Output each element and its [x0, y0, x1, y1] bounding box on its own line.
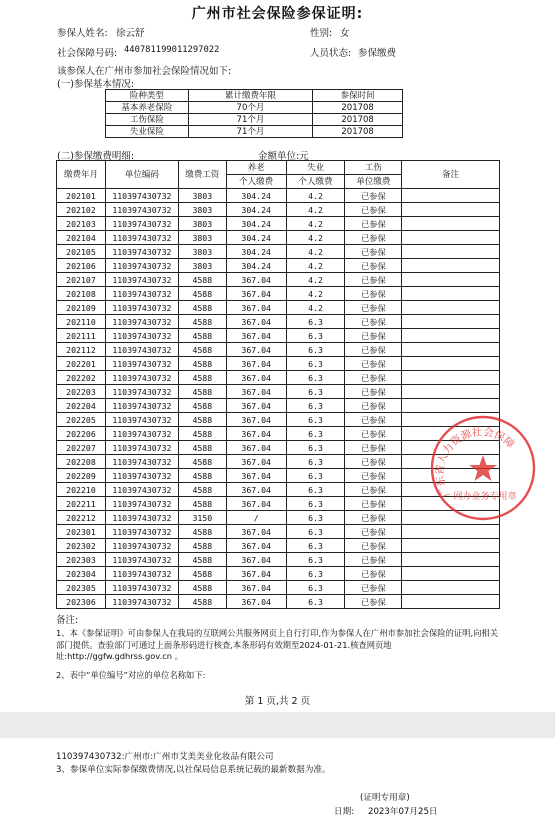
month-cell: 202110: [57, 315, 106, 329]
basic-cell: 201708: [313, 114, 403, 126]
month-cell: 202306: [57, 595, 106, 609]
wage-cell: 4588: [178, 371, 226, 385]
date-value: 2023年07月25日: [368, 807, 438, 817]
injury-status-cell: 已参保: [345, 553, 402, 567]
status-value: 参保缴费: [358, 48, 397, 59]
col-injury-header: 工伤: [345, 161, 402, 175]
unit-code-cell: 110397430732: [105, 245, 178, 259]
unemployment-personal-cell: 6.3: [286, 553, 345, 567]
pension-personal-cell: 304.24: [226, 259, 286, 273]
unemployment-personal-cell: 6.3: [286, 343, 345, 357]
month-cell: 202109: [57, 301, 106, 315]
unemployment-personal-cell: 4.2: [286, 231, 345, 245]
table-row: [57, 483, 500, 497]
pension-personal-cell: 367.04: [226, 539, 286, 553]
table-row: [57, 287, 500, 301]
basic-cell: 基本养老保险: [106, 102, 189, 114]
unit-code-cell: 110397430732: [105, 455, 178, 469]
unemployment-personal-cell: 6.3: [286, 525, 345, 539]
remark-cell: [402, 567, 500, 581]
seal-bottom-text: 网办业务专用章: [453, 492, 517, 502]
remark-cell: [402, 511, 500, 525]
basic-table-row: [106, 114, 403, 126]
pension-personal-cell: 367.04: [226, 483, 286, 497]
injury-status-cell: 已参保: [345, 441, 402, 455]
injury-status-cell: 已参保: [345, 511, 402, 525]
certification-seal-label: (证明专用章): [360, 793, 410, 803]
unit-mapping-line: 110397430732:广州市:广州市艾美美业化妆品有限公司: [56, 752, 274, 762]
pension-personal-cell: 367.04: [226, 315, 286, 329]
table-row: [57, 511, 500, 525]
table-row: [57, 371, 500, 385]
month-cell: 202203: [57, 385, 106, 399]
unit-code-cell: 110397430732: [105, 427, 178, 441]
pension-personal-subheader: 个人缴费: [226, 175, 286, 189]
remark-cell: [402, 455, 500, 469]
injury-status-cell: 已参保: [345, 301, 402, 315]
unemployment-personal-cell: 6.3: [286, 567, 345, 581]
pension-personal-cell: 367.04: [226, 595, 286, 609]
remark-cell: [402, 385, 500, 399]
note-3: 3、参保单位实际参保缴费情况,以社保局信息系统记载的最新数据为准。: [56, 765, 331, 775]
month-cell: 202112: [57, 343, 106, 357]
pension-personal-cell: 304.24: [226, 245, 286, 259]
remark-cell: [402, 301, 500, 315]
gender-value: 女: [340, 28, 350, 39]
unemployment-personal-subheader: 个人缴费: [286, 175, 345, 189]
month-cell: 202105: [57, 245, 106, 259]
month-cell: 202301: [57, 525, 106, 539]
pension-personal-cell: 367.04: [226, 273, 286, 287]
basic-cell: 71个月: [188, 114, 313, 126]
unit-code-cell: 110397430732: [105, 315, 178, 329]
table-row: [57, 231, 500, 245]
pension-personal-cell: /: [226, 511, 286, 525]
wage-cell: 4588: [178, 273, 226, 287]
gender-label: 性别:: [310, 28, 333, 39]
unemployment-personal-cell: 6.3: [286, 441, 345, 455]
table-row: [57, 203, 500, 217]
pension-personal-cell: 367.04: [226, 287, 286, 301]
unit-code-cell: 110397430732: [105, 525, 178, 539]
injury-status-cell: 已参保: [345, 329, 402, 343]
unit-code-cell: 110397430732: [105, 511, 178, 525]
unemployment-personal-cell: 6.3: [286, 329, 345, 343]
col-unemployment-header: 失业: [286, 161, 345, 175]
injury-status-cell: 已参保: [345, 497, 402, 511]
intro-text: 该参保人在广州市参加社会保险情况如下:: [57, 66, 232, 77]
unit-code-cell: 110397430732: [105, 301, 178, 315]
table-row: [57, 245, 500, 259]
remark-cell: [402, 343, 500, 357]
month-cell: 202204: [57, 399, 106, 413]
wage-cell: 4588: [178, 469, 226, 483]
table-row: [57, 301, 500, 315]
remark-cell: [402, 245, 500, 259]
remark-cell: [402, 539, 500, 553]
basic-header-cell: 险种类型: [106, 90, 189, 102]
remark-cell: [402, 259, 500, 273]
basic-cell: 201708: [313, 126, 403, 138]
remark-cell: [402, 469, 500, 483]
pension-personal-cell: 367.04: [226, 343, 286, 357]
unit-code-cell: 110397430732: [105, 553, 178, 567]
basic-cell: 工伤保险: [106, 114, 189, 126]
injury-status-cell: 已参保: [345, 413, 402, 427]
pension-personal-cell: 367.04: [226, 469, 286, 483]
month-cell: 202305: [57, 581, 106, 595]
pension-personal-cell: 367.04: [226, 553, 286, 567]
wage-cell: 4588: [178, 455, 226, 469]
remark-cell: [402, 413, 500, 427]
unemployment-personal-cell: 4.2: [286, 273, 345, 287]
wage-cell: 3150: [178, 511, 226, 525]
basic-table-header-row: [106, 90, 403, 102]
unemployment-personal-cell: 6.3: [286, 399, 345, 413]
pension-personal-cell: 367.04: [226, 357, 286, 371]
wage-cell: 4588: [178, 539, 226, 553]
wage-cell: 3803: [178, 203, 226, 217]
pension-personal-cell: 367.04: [226, 581, 286, 595]
wage-cell: 3803: [178, 231, 226, 245]
unit-code-cell: 110397430732: [105, 357, 178, 371]
remark-cell: [402, 441, 500, 455]
wage-cell: 4588: [178, 497, 226, 511]
pension-personal-cell: 367.04: [226, 385, 286, 399]
table-row: [57, 539, 500, 553]
injury-status-cell: 已参保: [345, 231, 402, 245]
wage-cell: 4588: [178, 287, 226, 301]
unemployment-personal-cell: 6.3: [286, 315, 345, 329]
month-cell: 202205: [57, 413, 106, 427]
month-cell: 202107: [57, 273, 106, 287]
remark-cell: [402, 287, 500, 301]
unit-code-cell: 110397430732: [105, 371, 178, 385]
unit-code-cell: 110397430732: [105, 189, 178, 203]
remark-cell: [402, 189, 500, 203]
unemployment-personal-cell: 4.2: [286, 189, 345, 203]
injury-status-cell: 已参保: [345, 581, 402, 595]
basic-header-cell: 累计缴费年限: [188, 90, 313, 102]
unemployment-personal-cell: 4.2: [286, 287, 345, 301]
month-cell: 202303: [57, 553, 106, 567]
col-wage-header: 缴费工资: [178, 161, 226, 189]
remark-cell: [402, 595, 500, 609]
wage-cell: 4588: [178, 357, 226, 371]
remark-cell: [402, 427, 500, 441]
remark-cell: [402, 399, 500, 413]
remark-cell: [402, 497, 500, 511]
month-cell: 202212: [57, 511, 106, 525]
basic-table-row: [106, 102, 403, 114]
pension-personal-cell: 367.04: [226, 329, 286, 343]
page-separator: [0, 712, 555, 738]
pension-personal-cell: 367.04: [226, 525, 286, 539]
month-cell: 202304: [57, 567, 106, 581]
table-row: [57, 357, 500, 371]
injury-status-cell: 已参保: [345, 189, 402, 203]
table-row: [57, 427, 500, 441]
section-basic-heading: (一)参保基本情况:: [57, 79, 135, 90]
month-cell: 202211: [57, 497, 106, 511]
remarks-label: 备注:: [56, 615, 79, 626]
injury-status-cell: 已参保: [345, 455, 402, 469]
injury-status-cell: 已参保: [345, 539, 402, 553]
table-row: [57, 525, 500, 539]
wage-cell: 4588: [178, 413, 226, 427]
page-number: 第 1 页,共 2 页: [244, 696, 311, 707]
table-row: [57, 259, 500, 273]
remark-cell: [402, 273, 500, 287]
pension-personal-cell: 304.24: [226, 231, 286, 245]
injury-status-cell: 已参保: [345, 217, 402, 231]
pension-personal-cell: 367.04: [226, 441, 286, 455]
unit-code-cell: 110397430732: [105, 595, 178, 609]
pension-personal-cell: 304.24: [226, 217, 286, 231]
remark-cell: [402, 581, 500, 595]
unemployment-personal-cell: 6.3: [286, 455, 345, 469]
name-value: 徐云舒: [116, 28, 145, 39]
id-value: 440781199011297022: [124, 45, 220, 55]
pension-personal-cell: 367.04: [226, 371, 286, 385]
pension-personal-cell: 367.04: [226, 399, 286, 413]
basic-insurance-table: [105, 89, 403, 138]
col-remark-header: 备注: [402, 161, 500, 189]
pension-personal-cell: 367.04: [226, 497, 286, 511]
table-row: [57, 329, 500, 343]
month-cell: 202111: [57, 329, 106, 343]
table-row: [57, 343, 500, 357]
unit-code-cell: 110397430732: [105, 329, 178, 343]
table-header-row: [57, 161, 500, 175]
table-row: [57, 567, 500, 581]
table-row: [57, 455, 500, 469]
month-cell: 202104: [57, 231, 106, 245]
certificate-page-2: [0, 738, 555, 818]
remark-cell: [402, 483, 500, 497]
unit-code-cell: 110397430732: [105, 273, 178, 287]
remark-cell: [402, 231, 500, 245]
remark-cell: [402, 371, 500, 385]
unemployment-personal-cell: 6.3: [286, 357, 345, 371]
wage-cell: 3803: [178, 217, 226, 231]
unit-code-cell: 110397430732: [105, 385, 178, 399]
injury-status-cell: 已参保: [345, 315, 402, 329]
pension-personal-cell: 367.04: [226, 427, 286, 441]
unemployment-personal-cell: 4.2: [286, 217, 345, 231]
unit-code-cell: 110397430732: [105, 469, 178, 483]
wage-cell: 4588: [178, 525, 226, 539]
table-row: [57, 315, 500, 329]
unemployment-personal-cell: 6.3: [286, 511, 345, 525]
basic-cell: 失业保险: [106, 126, 189, 138]
wage-cell: 3803: [178, 189, 226, 203]
note-2: 2、表中“单位编号”对应的单位名称如下:: [56, 670, 206, 680]
unit-code-cell: 110397430732: [105, 483, 178, 497]
remark-cell: [402, 357, 500, 371]
unemployment-personal-cell: 6.3: [286, 595, 345, 609]
unemployment-personal-cell: 6.3: [286, 413, 345, 427]
remark-cell: [402, 525, 500, 539]
injury-status-cell: 已参保: [345, 595, 402, 609]
unit-code-cell: 110397430732: [105, 203, 178, 217]
remark-cell: [402, 217, 500, 231]
injury-status-cell: 已参保: [345, 399, 402, 413]
month-cell: 202207: [57, 441, 106, 455]
month-cell: 202210: [57, 483, 106, 497]
pension-personal-cell: 367.04: [226, 567, 286, 581]
injury-status-cell: 已参保: [345, 567, 402, 581]
table-row: [57, 385, 500, 399]
remark-cell: [402, 553, 500, 567]
unit-code-cell: 110397430732: [105, 413, 178, 427]
table-row: [57, 399, 500, 413]
unemployment-personal-cell: 6.3: [286, 371, 345, 385]
injury-status-cell: 已参保: [345, 245, 402, 259]
table-row: [57, 497, 500, 511]
unit-code-cell: 110397430732: [105, 217, 178, 231]
table-row: [57, 217, 500, 231]
injury-unit-subheader: 单位缴费: [345, 175, 402, 189]
month-cell: 202106: [57, 259, 106, 273]
name-label: 参保人姓名:: [57, 28, 108, 39]
table-row: [57, 595, 500, 609]
wage-cell: 4588: [178, 581, 226, 595]
unit-code-cell: 110397430732: [105, 287, 178, 301]
table-row: [57, 581, 500, 595]
wage-cell: 4588: [178, 315, 226, 329]
injury-status-cell: 已参保: [345, 203, 402, 217]
injury-status-cell: 已参保: [345, 469, 402, 483]
wage-cell: 3803: [178, 245, 226, 259]
seal-arc-text: 广东省人力资源社会保障: [433, 426, 517, 500]
remark-cell: [402, 315, 500, 329]
table-row: [57, 441, 500, 455]
wage-cell: 4588: [178, 595, 226, 609]
basic-cell: 71个月: [188, 126, 313, 138]
unit-code-cell: 110397430732: [105, 231, 178, 245]
wage-cell: 4588: [178, 399, 226, 413]
injury-status-cell: 已参保: [345, 525, 402, 539]
injury-status-cell: 已参保: [345, 427, 402, 441]
unemployment-personal-cell: 6.3: [286, 483, 345, 497]
table-row: [57, 189, 500, 203]
pension-personal-cell: 304.24: [226, 189, 286, 203]
pension-personal-cell: 304.24: [226, 203, 286, 217]
col-unit-code-header: 单位编码: [105, 161, 178, 189]
pension-personal-cell: 367.04: [226, 413, 286, 427]
month-cell: 202209: [57, 469, 106, 483]
col-pension-header: 养老: [226, 161, 286, 175]
unit-code-cell: 110397430732: [105, 399, 178, 413]
unemployment-personal-cell: 6.3: [286, 581, 345, 595]
month-cell: 202201: [57, 357, 106, 371]
unemployment-personal-cell: 4.2: [286, 301, 345, 315]
month-cell: 202202: [57, 371, 106, 385]
pension-personal-cell: 367.04: [226, 301, 286, 315]
table-row: [57, 273, 500, 287]
unit-code-cell: 110397430732: [105, 343, 178, 357]
basic-cell: 201708: [313, 102, 403, 114]
table-row: [57, 469, 500, 483]
wage-cell: 4588: [178, 343, 226, 357]
wage-cell: 4588: [178, 483, 226, 497]
page-title: 广州市社会保险参保证明:: [191, 6, 364, 22]
injury-status-cell: 已参保: [345, 273, 402, 287]
month-cell: 202302: [57, 539, 106, 553]
injury-status-cell: 已参保: [345, 483, 402, 497]
basic-table-row: [106, 126, 403, 138]
wage-cell: 3803: [178, 259, 226, 273]
injury-status-cell: 已参保: [345, 287, 402, 301]
month-cell: 202108: [57, 287, 106, 301]
unemployment-personal-cell: 6.3: [286, 497, 345, 511]
unit-code-cell: 110397430732: [105, 497, 178, 511]
status-label: 人员状态:: [310, 48, 352, 59]
unit-code-cell: 110397430732: [105, 567, 178, 581]
month-cell: 202208: [57, 455, 106, 469]
unemployment-personal-cell: 6.3: [286, 427, 345, 441]
injury-status-cell: 已参保: [345, 259, 402, 273]
basic-cell: 70个月: [188, 102, 313, 114]
injury-status-cell: 已参保: [345, 371, 402, 385]
month-cell: 202103: [57, 217, 106, 231]
unit-code-cell: 110397430732: [105, 581, 178, 595]
pension-personal-cell: 367.04: [226, 455, 286, 469]
remark-cell: [402, 329, 500, 343]
basic-header-cell: 参保时间: [313, 90, 403, 102]
injury-status-cell: 已参保: [345, 357, 402, 371]
id-label: 社会保障号码:: [57, 48, 118, 59]
amount-unit-note: 金额单位:元: [258, 151, 309, 162]
wage-cell: 4588: [178, 329, 226, 343]
table-row: [57, 553, 500, 567]
month-cell: 202102: [57, 203, 106, 217]
table-row: [57, 413, 500, 427]
payment-detail-table: [56, 160, 500, 609]
unemployment-personal-cell: 4.2: [286, 203, 345, 217]
note-1: 1、本《参保证明》可由参保人在我局的互联网公共服务网页上自行打印,作为参保人在广州市参加社会保险的证明,向相关部门提供。查验部门可通过上面条形码进行核查,本条形码有效期至2024-01-21.核查网页地址:http://ggfw.gdhrss.gov.cn 。: [56, 628, 498, 661]
unemployment-personal-cell: 6.3: [286, 385, 345, 399]
unemployment-personal-cell: 6.3: [286, 469, 345, 483]
wage-cell: 4588: [178, 427, 226, 441]
wage-cell: 4588: [178, 553, 226, 567]
unit-code-cell: 110397430732: [105, 539, 178, 553]
month-cell: 202101: [57, 189, 106, 203]
unemployment-personal-cell: 4.2: [286, 245, 345, 259]
wage-cell: 4588: [178, 301, 226, 315]
remark-cell: [402, 203, 500, 217]
unit-code-cell: 110397430732: [105, 441, 178, 455]
injury-status-cell: 已参保: [345, 385, 402, 399]
unit-code-cell: 110397430732: [105, 259, 178, 273]
date-label: 日期:: [334, 807, 355, 817]
wage-cell: 4588: [178, 567, 226, 581]
injury-status-cell: 已参保: [345, 343, 402, 357]
wage-cell: 4588: [178, 441, 226, 455]
col-month-header: 缴费年月: [57, 161, 106, 189]
unemployment-personal-cell: 6.3: [286, 539, 345, 553]
wage-cell: 4588: [178, 385, 226, 399]
section-payment-heading: (二)参保缴费明细:: [57, 151, 135, 162]
month-cell: 202206: [57, 427, 106, 441]
unemployment-personal-cell: 4.2: [286, 259, 345, 273]
